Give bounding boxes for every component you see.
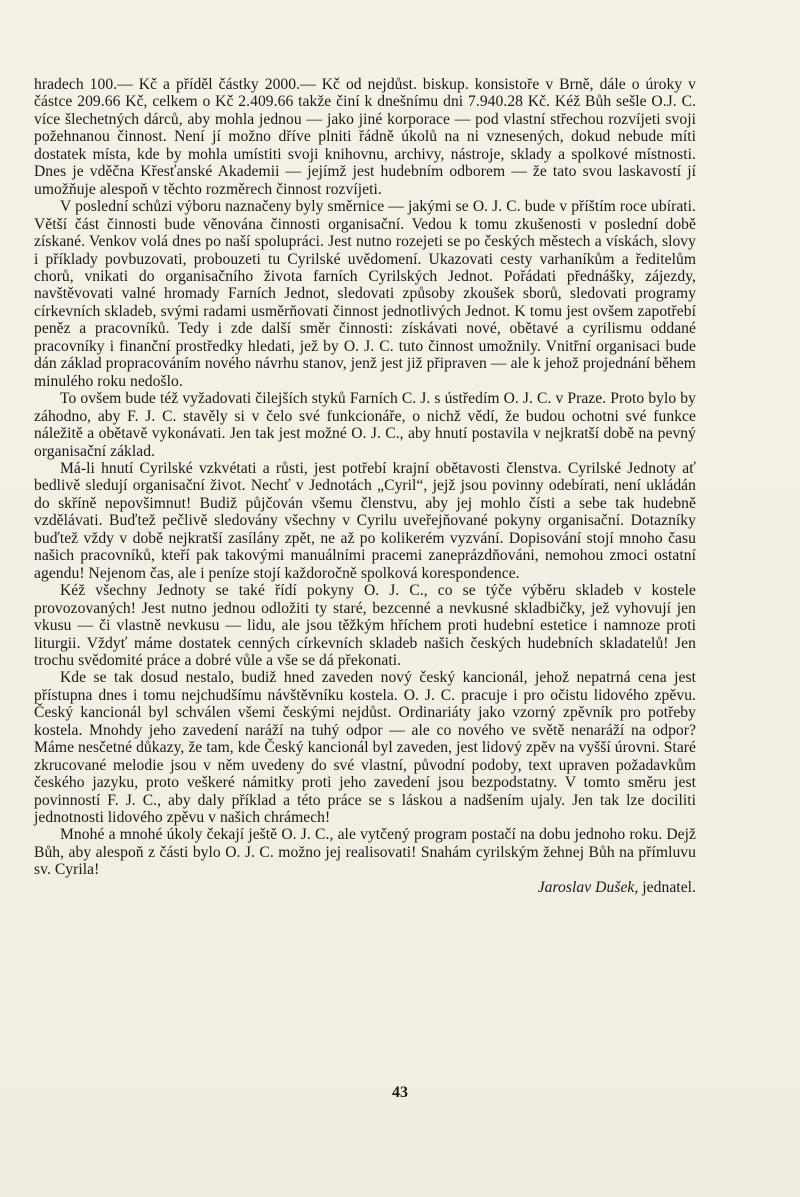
page-number: 43	[392, 1084, 408, 1101]
signature-role: jednatel.	[638, 878, 696, 896]
paragraph-5: Kéž všechny Jednoty se také řídí pokyny O. J. C., co se týče výběru skladeb v kostele provozovaných! Jest nutno jednou odložiti ty staré, bezcenné a nevkusné skladbičky, jež vyhovují jen vkusu — či vlastně nevkusu — lidu, ale jsou těžkým hříchem proti hudební estetice i namnoze proti liturgii. Vždyť máme dostatek cenných církevních skladeb našich českých hudebních skladatelů! Jen trochu svědomité práce a dobré vůle a vše se dá překonati.	[34, 582, 696, 669]
signature-name: Jaroslav Dušek,	[537, 878, 639, 896]
paragraph-3: To ovšem bude též vyžadovati čilejších styků Farních C. J. s ústředím O. J. C. v Praze. Proto bylo by záhodno, aby F. J. C. stavěly si v čelo své funkcionáře, o nichž vědí, že budou ochotni své funkce náležitě a obětavě vykonávati. Jen tak jest možné O. J. C., aby hnutí postavila v nejkratší době na pevný organisační základ.	[34, 390, 696, 460]
body-text	[34, 76, 696, 896]
paragraph-7: Mnohé a mnohé úkoly čekají ještě O. J. C., ale vytčený program postačí na dobu jednoho roku. Dejž Bůh, aby alespoň z části bylo O. J. C. možno jej realisovati! Snahám cyrilským žehnej Bůh na přímluvu sv. Cyrila!	[34, 826, 696, 879]
paragraph-6: Kde se tak dosud nestalo, budiž hned zaveden nový český kancionál, jehož nepatrná cena jest přístupna dnes i tomu nejchudšímu návštěvníku kostela. O. J. C. pracuje i pro očistu lidového zpěvu. Český kancionál byl schválen všemi českými nejdůst. Ordinariáty jako vzorný zpěvník pro potřeby kostela. Mnohdy jeho zavedení naráží na tuhý odpor — ale co nového ve světě nenaráží na odpor? Máme nesčetné důkazy, že tam, kde Český kancionál byl zaveden, jest lidový zpěv na vyšší úrovni. Staré zkrucované melodie jsou v něm uvedeny do své vlastní, původní podoby, text upraven požadavkům českého jazyku, proto veškeré námitky proti jeho zavedení jsou bezpodstatny. V tomto směru jest povinností F. J. C., aby daly příklad a této práce se s láskou a nadšením ujaly. Jen tak lze dociliti jednotnosti lidového zpěvu v našich chrámech!	[34, 669, 696, 827]
paragraph-2: V poslední schůzi výboru naznačeny byly směrnice — jakými se O. J. C. bude v příštím roce ubírati. Větší část činnosti bude věnována činnosti organisační. Vedou k tomu zkušenosti v poslední době získané. Venkov volá dnes po naší spolupráci. Jest nutno rozejeti se po českých městech a vískách, slovy i příklady povbuzovati, probouzeti tu Cyrilské uvědomení. Ukazovati cesty varhaníkům a ředitelům chorů, vnikati do organisačního života farních Cyrilských Jednot. Pořádati přednášky, zájezdy, navštěvovati valné hromady Farních Jednot, sledovati způsoby zkoušek sborů, sledovati programy církevních skladeb, svými radami usměrňovati činnost jednotlivých Jednot. K tomu jest ovšem zapotřebí peněz a pracovníků. Tedy i zde další směr činnosti: získávati nové, obětavé a cyrilismu oddané pracovníky i finanční prostředky hledati, jež by O. J. C. tuto činnost umožnily. Vnitřní organisaci bude dán základ propracováním nového návrhu stanov, jenž jest již připraven — ale k jehož projednání během minulého roku nedošlo.	[34, 198, 696, 390]
paragraph-1: hradech 100.— Kč a příděl částky 2000.— Kč od nejdůst. biskup. konsistoře v Brně, dále o úroky v částce 209.66 Kč, celkem o Kč 2.409.66 takže činí k dnešnímu dni 7.940.28 Kč. Kéž Bůh sešle O.J. C. více šlechetných dárců, aby mohla jednou — jako jiné korporace — pod vlastní střechou rozvíjeti svoji požehnanou činnost. Není jí možno dříve plniti řádně úkolů na ni vznesených, dokud nebude míti dostatek místa, kde by mohla umístiti svoji knihovnu, archivy, nástroje, sklady a spolkové místnosti. Dnes je vděčna Křesťanské Akademii — jejímž jest hudebním odborem — že tato svou laskavostí jí umožňuje alespoň v těchto rozměrech činnost rozvíjeti.	[34, 76, 696, 198]
signature	[34, 879, 696, 896]
paragraph-4: Má-li hnutí Cyrilské vzkvétati a růsti, jest potřebí krajní obětavosti členstva. Cyrilské Jednoty ať bedlivě sledují organisační život. Nechť v Jednotách „Cyril“, jejž jsou povinny odebírati, není ukládán do skříně nepovšimnut! Budiž půjčován všemu členstvu, aby jej mohlo čísti a sebe tak hudebně vzdělávati. Buďtež pečlivě sledovány všechny v Cyrilu uveřejňované pokyny organisační. Dotazníky buďtež vždy v době nejkratší zasílány zpět, ne až po kolikerém vyzvání. Dopisování stojí mnoho času našich pracovníků, kteří pak takovými manuálními pracemi zaneprázdňováni, nemohou zmoci ostatní agendu! Nejenom čas, ale i peníze stojí každoročně spolková korespondence.	[34, 459, 696, 582]
